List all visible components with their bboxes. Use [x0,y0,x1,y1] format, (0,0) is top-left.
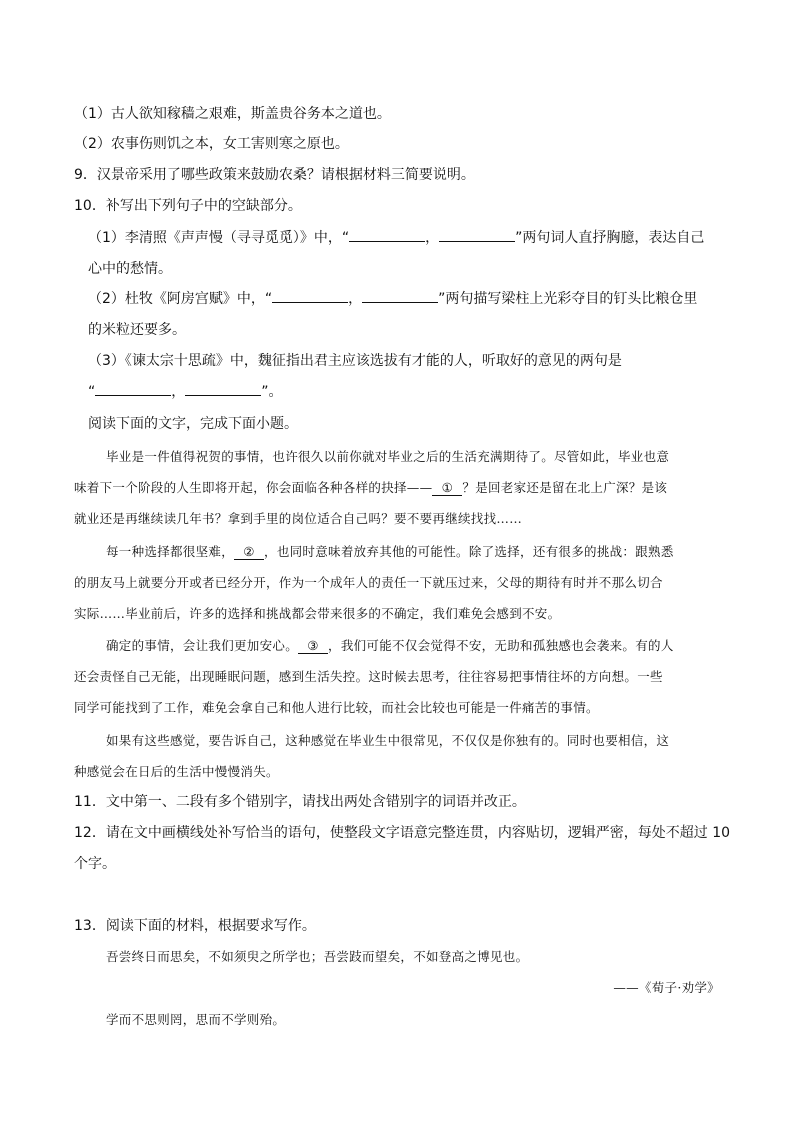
passage-p1-line-2: 味着下一个阶段的人生即将开起，你会面临各种各样的抉择—— ① ？是回老家还是留在北上广深？是该 [74,480,668,495]
q13-quote: 吾尝终日而思矣，不如须臾之所学也；吾尝跂而望矣，不如登高之博见也。 [106,949,529,964]
question-13-stem: 13．阅读下面的材料，根据要求写作。 [74,918,316,934]
q13-quote-2: 学而不思则罔，思而不学则殆。 [106,1012,286,1027]
answer-blank-1[interactable]: ① [432,480,462,496]
passage-p2-line-2: 的朋友马上就要分开或者已经分开，作为一个成年人的责任一下就压过来，父母的期待有时并不那么切合 [74,575,663,590]
q10-item-2-continued: 的米粒还要多。 [88,322,186,338]
passage-p4-line-1: 如果有这些感觉，要告诉自己，这种感觉在毕业生中很常见，不仅仅是你独有的。同时也要相信，这 [106,733,670,748]
passage-p3-line-3: 同学可能找到了工作，难免会拿自己和他人进行比较，而社会比较也可能是一件痛苦的事情。 [74,700,599,715]
passage-p2-line-3: 实际……毕业前后，许多的选择和挑战都会带来很多的不确定，我们难免会感到不安。 [74,606,561,621]
answer-blank-3[interactable]: ③ [298,638,328,654]
fill-blank[interactable] [95,395,171,396]
passage-p1-line-1: 毕业是一件值得祝贺的事情，也许很久以前你就对毕业之后的生活充满期待了。尽管如此，毕业也意 [106,449,670,464]
fill-blank[interactable] [185,395,261,396]
fill-blank[interactable] [439,241,515,242]
passage-p3-line-2: 还会责怪自己无能，出现睡眠问题，感到生活失控。这时候去思考，往往容易把事情往坏的方向想。一些 [74,669,663,684]
q10-item-3: （3）《谏太宗十思疏》中，魏征指出君主应该选拔有才能的人，听取好的意见的两句是 [88,353,622,369]
q8-sentence-2: （2）农事伤则饥之本，女工害则寒之原也。 [74,136,349,152]
fill-blank[interactable] [272,302,348,303]
fill-blank[interactable] [349,241,425,242]
q10-item-1-continued: 心中的愁情。 [88,261,172,277]
q10-item-3-blanks: “ ， ”。 [88,384,283,400]
passage-p1-line-3: 就业还是再继续读几年书？拿到手里的岗位适合自己吗？要不要再继续找找…… [74,511,523,526]
question-12: 12．请在文中画横线处补写恰当的语句，使整段文字语意完整连贯，内容贴切，逻辑严密，每处不超过 10 [74,825,731,841]
answer-blank-2[interactable]: ② [234,544,264,560]
question-9: 9．汉景帝采用了哪些政策来鼓励农桑？请根据材料三简要说明。 [74,167,475,183]
q8-sentence-1: （1）古人欲知稼穑之艰难，斯盖贵谷务本之道也。 [74,106,391,122]
question-10-stem: 10．补写出下列句子中的空缺部分。 [74,198,302,214]
question-12-continued: 个字。 [74,856,116,872]
fill-blank[interactable] [362,302,438,303]
passage-p3-line-1: 确定的事情，会让我们更加安心。 ③ ，我们可能不仅会觉得不安，无助和孤独感也会袭来。有的人 [106,638,674,653]
reading-intro: 阅读下面的文字，完成下面小题。 [88,416,298,432]
passage-p4-line-2: 种感觉会在日后的生活中慢慢消失。 [74,764,279,779]
q13-quote-source: ——《荀子·劝学》 [613,980,720,995]
q10-item-1: （1）李清照《声声慢（寻寻觅觅）》中，“ ， ”两句词人直抒胸臆，表达自己 [88,230,705,246]
q10-item-2: （2）杜牧《阿房宫赋》中，“ ， ”两句描写梁柱上光彩夺目的钉头比粮仓里 [88,291,698,307]
question-11: 11．文中第一、二段有多个错别字，请找出两处含错别字的词语并改正。 [74,794,526,810]
passage-p2-line-1: 每一种选择都很坚难， ② ，也同时意味着放弃其他的可能性。除了选择，还有很多的挑战：跟熟悉 [106,544,674,559]
